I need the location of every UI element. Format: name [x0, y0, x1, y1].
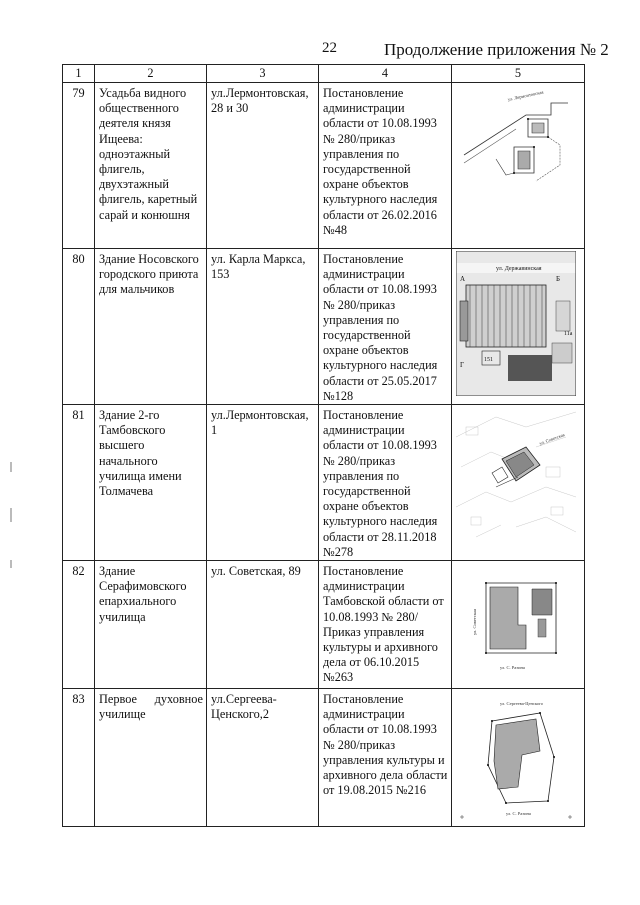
- table-row: [63, 249, 585, 405]
- legal-document: Постановление администрации области от 10.08.1993 № 280/приказ управления по государственной охране объектов культурного наследия области от 26.02.2016 №48: [319, 83, 452, 249]
- lot-label: 11а: [564, 331, 573, 337]
- object-name: Здание 2-го Тамбовского высшего начального училища имени Толмачева: [95, 405, 207, 561]
- column-header: 4: [319, 65, 452, 83]
- object-name: Первое духовное училище: [95, 689, 207, 827]
- legal-document: Постановление администрации Тамбовской области от 10.08.1993 № 280/Приказ управления культуры и архивного дела от 06.10.2015 №263: [319, 561, 452, 689]
- site-plan-cell: [452, 249, 585, 405]
- scan-margin-mark: [10, 508, 12, 522]
- street-label: ул. Державинская: [496, 266, 542, 272]
- site-plan-cell: [452, 561, 585, 689]
- heritage-registry-table: [62, 64, 585, 827]
- appendix-title: Продолжение приложения № 2: [384, 40, 609, 59]
- row-number: 80: [63, 249, 95, 405]
- site-plan-cell: [452, 83, 585, 249]
- table-row: [63, 405, 585, 561]
- column-header: 5: [452, 65, 585, 83]
- legal-document: Постановление администрации области от 10.08.1993 № 280/приказ управления по государственной охране объектов культурного наследия области от 28.11.2018 №278: [319, 405, 452, 561]
- site-plan-83: [456, 691, 576, 823]
- legal-document: Постановление администрации области от 10.08.1993 № 280/приказ управления по государственной охране объектов культурного наследия области от 25.05.2017 №128: [319, 249, 452, 405]
- column-header: 2: [95, 65, 207, 83]
- scan-margin-mark: [10, 560, 12, 568]
- street-label: ул. Советская: [538, 432, 566, 446]
- object-address: ул. Советская, 89: [207, 561, 319, 689]
- column-header: 1: [63, 65, 95, 83]
- legal-document: Постановление администрации области от 10.08.1993 № 280/приказ управления культуры и архивного дела области от 19.08.2015 №216: [319, 689, 452, 827]
- corner-label: А: [460, 275, 466, 283]
- scan-margin-mark: [10, 462, 12, 472]
- object-address: ул.Сергеева-Ценского,2: [207, 689, 319, 827]
- object-address: ул.Лермонтовская, 28 и 30: [207, 83, 319, 249]
- object-name: Здание Носовского городского приюта для мальчиков: [95, 249, 207, 405]
- row-number: 81: [63, 405, 95, 561]
- object-name: Усадьба видного общественного деятеля князя Ищеева: одноэтажный флигель, двухэтажный флигель, каретный сарай и конюшня: [95, 83, 207, 249]
- table-row: [63, 561, 585, 689]
- table-row: [63, 83, 585, 249]
- street-label: ул. С. Разина: [506, 811, 531, 817]
- street-label: ул. Советская: [472, 608, 477, 636]
- street-label: ул. С. Разина: [500, 665, 525, 671]
- row-number: 83: [63, 689, 95, 827]
- street-label: ул. Сергеева-Ценского: [500, 701, 544, 707]
- column-header: 3: [207, 65, 319, 83]
- lot-label: 151: [484, 357, 493, 363]
- site-plan-79: [456, 85, 576, 195]
- row-number: 79: [63, 83, 95, 249]
- table-row: [63, 689, 585, 827]
- object-address: ул.Лермонтовская, 1: [207, 405, 319, 561]
- corner-label: Б: [556, 275, 561, 283]
- page-number: 22: [322, 40, 337, 56]
- page-header: [0, 40, 640, 64]
- table-header-row: [63, 65, 585, 83]
- site-plan-82: [456, 563, 576, 681]
- site-plan-cell: [452, 405, 585, 561]
- site-plan-81: [456, 407, 576, 547]
- row-number: 82: [63, 561, 95, 689]
- site-plan-cell: [452, 689, 585, 827]
- corner-label: Г: [460, 361, 465, 369]
- object-name: Здание Серафимовского епархиального училища: [95, 561, 207, 689]
- object-address: ул. Карла Маркса, 153: [207, 249, 319, 405]
- site-plan-80: [456, 251, 576, 396]
- street-label: ул. Лермонтовская: [507, 89, 544, 102]
